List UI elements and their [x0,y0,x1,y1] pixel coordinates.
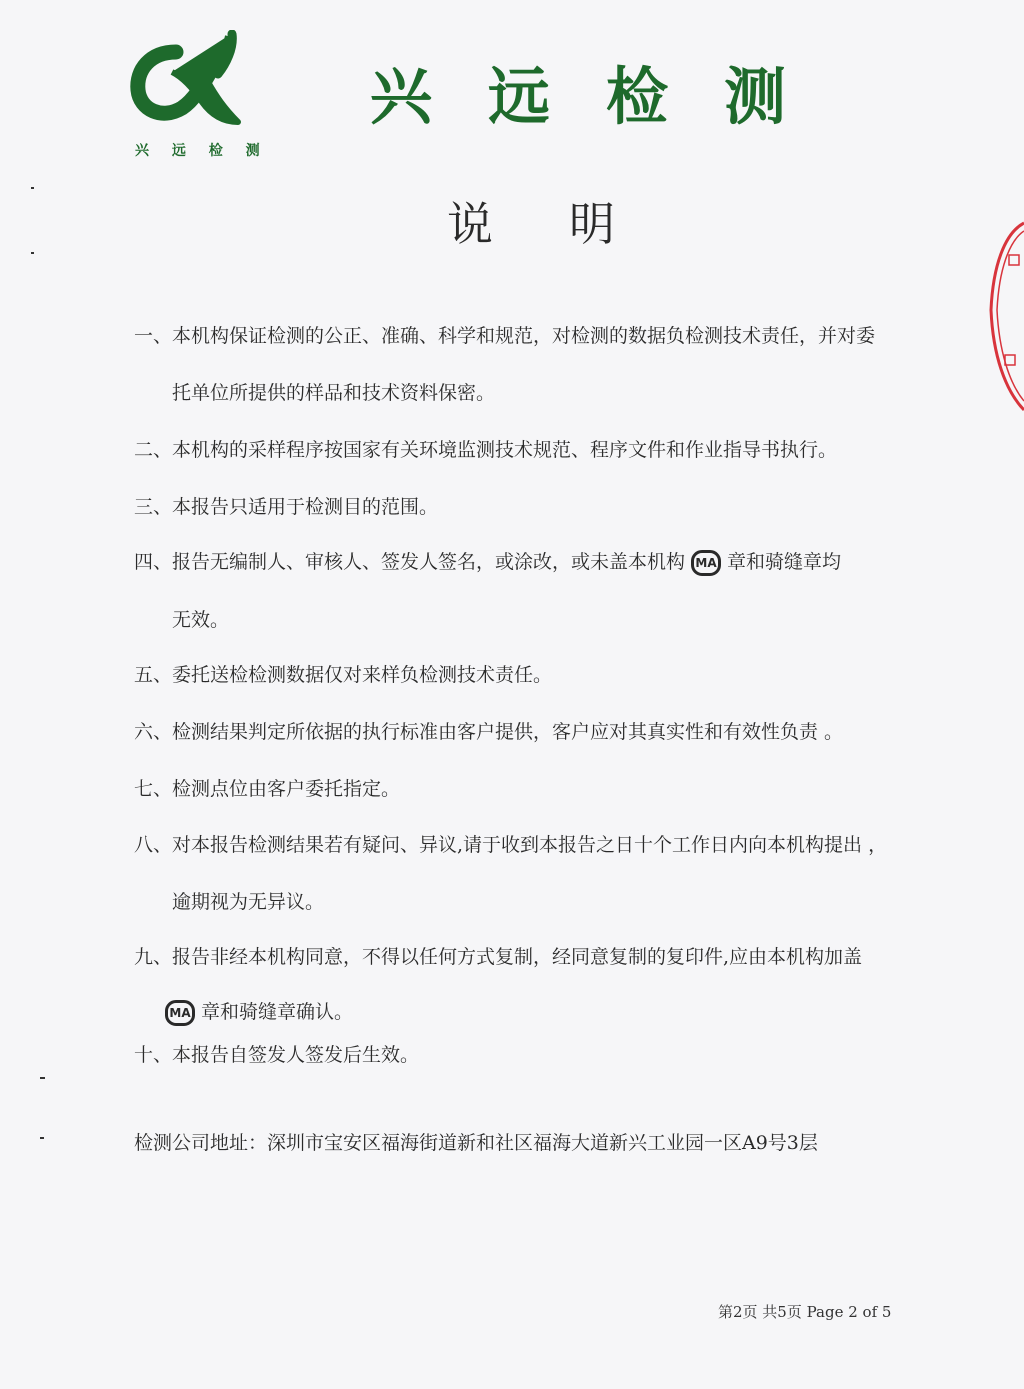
list-item: 无效。 [172,609,230,631]
list-item: 一、本机构保证检测的公正、准确、科学和规范，对检测的数据负检测技术责任，并对委 [134,325,876,347]
list-item: 五、委托送检检测数据仅对来样负检测技术责任。 [134,664,553,686]
list-item: 三、本报告只适用于检测目的范围。 [134,496,439,518]
brand-title: 兴远检测 [370,60,843,133]
list-item: 十、本报告自签发人签发后生效。 [134,1044,420,1066]
title-char-1: 说 [447,197,493,251]
ma-certification-icon: MA [691,550,721,576]
list-item: 八、对本报告检测结果若有疑问、异议,请于收到本报告之日十个工作日内向本机构提出 ， [134,834,888,856]
title-char-2: 明 [569,197,615,251]
xingyuan-logo-icon [128,30,248,130]
page-title [447,196,615,252]
list-item: 二、本机构的采样程序按国家有关环境监测技术规范、程序文件和作业指导书执行。 [134,439,838,461]
scan-speck [40,1077,45,1079]
list-item: 六、检测结果判定所依据的执行标准由客户提供，客户应对其真实性和有效性负责 。 [134,721,844,743]
list-item [134,549,841,576]
company-address: 检测公司地址：深圳市宝安区福海街道新和社区福海大道新兴工业园一区A9号3层 [134,1132,818,1154]
red-seal-stamp [985,215,1024,415]
scan-speck [40,1137,44,1139]
scan-speck [31,187,34,189]
scan-speck [31,252,34,254]
list-item-text: 章和骑缝章均 [727,551,842,573]
list-item: 逾期视为无异议。 [172,891,325,913]
list-item-text: 四、报告无编制人、审核人、签发人签名，或涂改，或未盖本机构 [134,551,686,573]
ma-certification-icon: MA [165,1000,195,1026]
list-item: 托单位所提供的样品和技术资料保密。 [172,382,496,404]
list-item: 七、检测点位由客户委托指定。 [134,778,401,800]
page-footer: 第2页 共5页 Page 2 of 5 [718,1303,892,1321]
list-item [165,999,353,1026]
list-item: 九、报告非经本机构同意，不得以任何方式复制，经同意复制的复印件,应由本机构加盖 [134,946,863,968]
logo-caption: 兴 远 检 测 [135,143,269,159]
list-item-text: 章和骑缝章确认。 [201,1001,354,1023]
